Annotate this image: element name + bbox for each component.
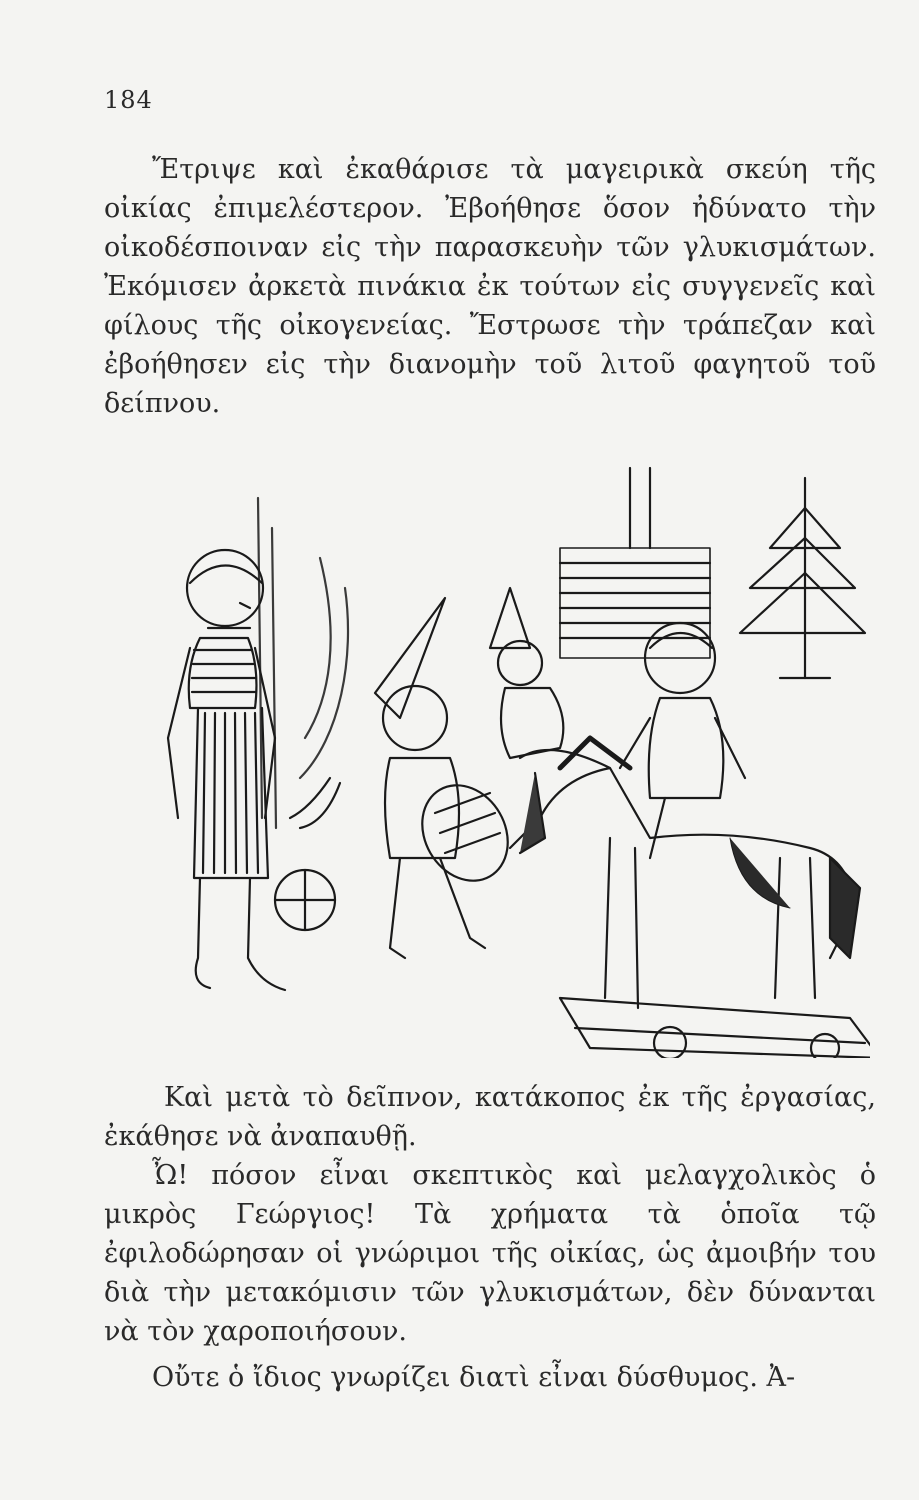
child-background	[490, 588, 563, 758]
background-lines	[258, 498, 348, 828]
paragraph-2: Καὶ μετὰ τὸ δεῖπνον, κατάκοπος ἐκ τῆς ἐργασίας, ἐκάθησε νὰ ἀναπαυθῇ.	[104, 1082, 876, 1152]
illustration-children-playing	[90, 438, 870, 1058]
ball	[275, 870, 335, 930]
paragraph-3: Ὦ! πόσον εἶναι σκεπτικὸς καὶ μελαγχολικὸς ὁ μικρὸς Γεώργιος! Τὰ χρήματα τὰ ὁποῖα τῷ ἐφιλοδώρησαν οἱ γνώριμοι τῆς οἰκίας, ὡς ἀμοιβήν του διὰ τὴν μετακόμισιν τῶν γλυκισμάτων, δὲν δύνανται νὰ τὸν χαροποιήσουν.	[104, 1160, 876, 1347]
paragraph-4: Οὔτε ὁ ἴδιος γνωρίζει διατὶ εἶναι δύσθυμος. Ἀ-	[152, 1362, 796, 1393]
rocking-horse	[510, 738, 870, 1058]
boy-striped-shirt	[168, 550, 285, 990]
christmas-tree	[740, 478, 865, 678]
paragraph-1: Ἔτριψε καὶ ἐκαθάρισε τὰ μαγειρικὰ σκεύη τῆς οἰκίας ἐπιμελέστερον. Ἐβοήθησε ὅσον ἠδύνατο τὴν οἰκοδέσποιναν εἰς τὴν παρασκευὴν τῶν γλυκισμάτων. Ἐκόμισεν ἀρκετὰ πινάκια ἐκ τούτων εἰς συγγενεῖς καὶ φίλους τῆς οἰκογενείας. Ἔστρωσε τὴν τράπεζαν καὶ ἐβοήθησεν εἰς τὴν διανομὴν τοῦ λιτοῦ φαγητοῦ τοῦ δείπνου.	[104, 154, 876, 419]
window-shelves	[560, 468, 710, 658]
page-number: 184	[104, 86, 153, 114]
reaching-arm	[290, 778, 340, 828]
